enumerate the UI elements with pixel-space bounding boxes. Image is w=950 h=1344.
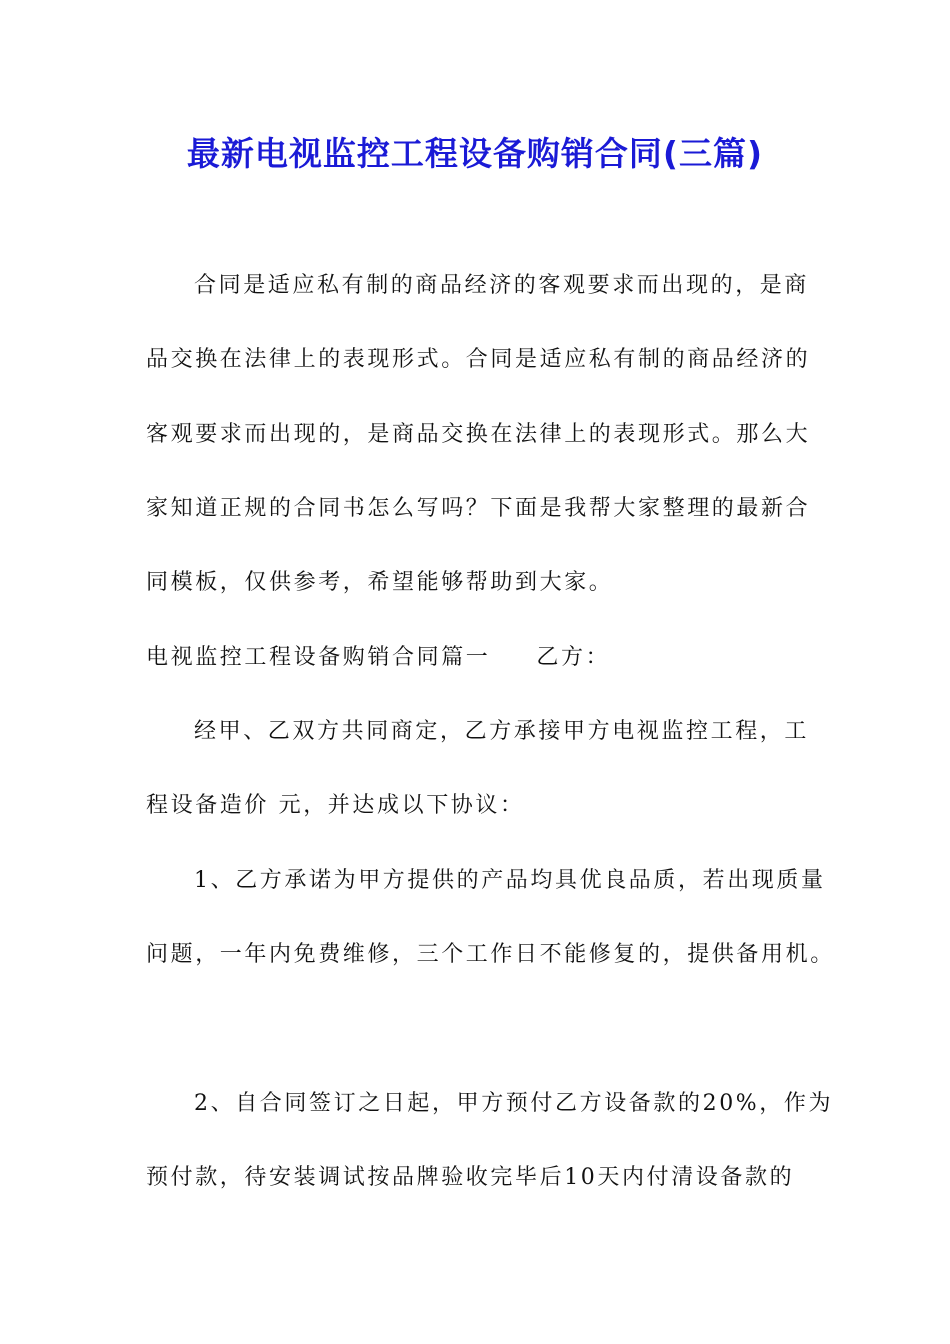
intro-line-2: 品交换在法律上的表现形式。合同是适应私有制的商品经济的 — [146, 347, 811, 372]
intro-line-1: 合同是适应私有制的商品经济的客观要求而出现的，是商 — [194, 273, 810, 298]
clause2-line-1: 2、自合同签订之日起，甲方预付乙方设备款的20%，作为 — [194, 1091, 834, 1116]
intro-line-5: 同模板，仅供参考，希望能够帮助到大家。 — [146, 570, 614, 595]
section-heading-line — [146, 643, 610, 673]
section-heading: 电视监控工程设备购销合同篇一 — [146, 645, 491, 670]
intro-line-3: 客观要求而出现的，是商品交换在法律上的表现形式。那么大 — [146, 422, 811, 447]
party-b-label: 乙方： — [536, 645, 611, 670]
document-title: 最新电视监控工程设备购销合同(三篇) — [186, 134, 764, 173]
agreement-line-2: 程设备造价 元，并达成以下协议： — [146, 793, 525, 818]
agreement-line-1: 经甲、乙双方共同商定，乙方承接甲方电视监控工程，工 — [194, 719, 810, 744]
clause2-line-2: 预付款，待安装调试按品牌验收完毕后10天内付清设备款的 — [146, 1165, 795, 1190]
clause1-line-1: 1、乙方承诺为甲方提供的产品均具优良品质，若出现质量 — [194, 868, 826, 893]
intro-line-4: 家知道正规的合同书怎么写吗？下面是我帮大家整理的最新合 — [146, 496, 811, 521]
clause1-line-2: 问题，一年内免费维修，三个工作日不能修复的，提供备用机。 — [146, 942, 835, 967]
